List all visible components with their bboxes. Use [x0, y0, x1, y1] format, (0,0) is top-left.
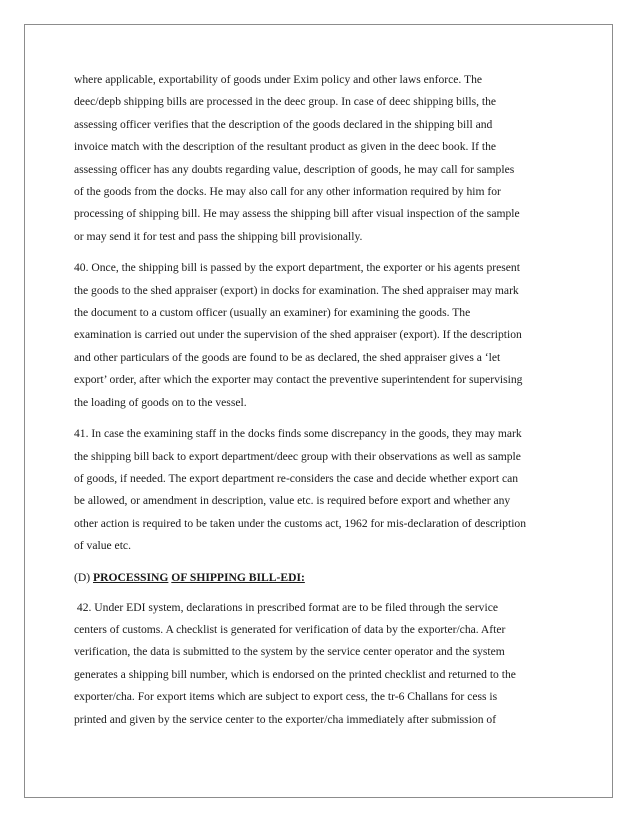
- heading-word-processing: PROCESSING: [93, 570, 169, 584]
- document-body: [74, 69, 574, 740]
- text-line: verification, the data is submitted to the system by the service center operator and the system: [74, 645, 505, 659]
- text-line: of the goods from the docks. He may also call for any other information required by him for: [74, 185, 501, 199]
- text-line: be allowed, or amendment in description, value etc. is required before export and whether any: [74, 494, 511, 508]
- text-line: examination is carried out under the supervision of the shed appraiser (export). If the description: [74, 328, 522, 342]
- text-line: and other particulars of the goods are found to be as declared, the shed appraiser gives a ‘let: [74, 350, 501, 364]
- text-line: of value etc.: [74, 539, 131, 553]
- text-line: 40. Once, the shipping bill is passed by the export department, the exporter or his agents present: [74, 261, 520, 275]
- paragraph-42: [74, 597, 574, 731]
- text-line: 42. Under EDI system, declarations in prescribed format are to be filed through the service: [74, 600, 498, 614]
- text-line: other action is required to be taken under the customs act, 1962 for mis-declaration of description: [74, 516, 527, 530]
- paragraph-40: [74, 257, 574, 414]
- heading-prefix: (D): [74, 570, 93, 584]
- text-line: invoice match with the description of the resultant product as given in the deec book. If the: [74, 140, 497, 154]
- text-line: the loading of goods on to the vessel.: [74, 395, 247, 409]
- text-line: export’ order, after which the exporter may contact the preventive superintendent for supervising: [74, 373, 523, 387]
- text-line: assessing officer verifies that the description of the goods declared in the shipping bill and: [74, 117, 493, 131]
- text-line: centers of customs. A checklist is generated for verification of data by the exporter/cha. After: [74, 622, 506, 636]
- paragraph-41: [74, 423, 574, 557]
- paragraph-assessment: [74, 69, 574, 248]
- text-line: printed and given by the service center to the exporter/cha immediately after submission of: [74, 712, 497, 726]
- text-line: 41. In case the examining staff in the docks finds some discrepancy in the goods, they may mark: [74, 427, 522, 441]
- text-line: of goods, if needed. The export department re-considers the case and decide whether export can: [74, 471, 519, 485]
- text-line: or may send it for test and pass the shipping bill provisionally.: [74, 229, 363, 243]
- text-line: deec/depb shipping bills are processed in the deec group. In case of deec shipping bills, the: [74, 95, 497, 109]
- text-line: the document to a custom officer (usually an examiner) for examining the goods. The: [74, 306, 471, 320]
- heading-title-rest: OF SHIPPING BILL-EDI:: [171, 570, 305, 584]
- text-line: the shipping bill back to export department/deec group with their observations as well as sample: [74, 449, 521, 463]
- section-heading: [74, 567, 574, 589]
- text-line: exporter/cha. For export items which are subject to export cess, the tr-6 Challans for cess is: [74, 690, 498, 704]
- text-line: processing of shipping bill. He may assess the shipping bill after visual inspection of the sample: [74, 207, 520, 221]
- text-line: the goods to the shed appraiser (export) in docks for examination. The shed appraiser may mark: [74, 283, 519, 297]
- text-line: assessing officer has any doubts regarding value, description of goods, he may call for samples: [74, 162, 515, 176]
- text-line: generates a shipping bill number, which is endorsed on the printed checklist and returned to the: [74, 667, 516, 681]
- text-line: where applicable, exportability of goods under Exim policy and other laws enforce. The: [74, 73, 483, 86]
